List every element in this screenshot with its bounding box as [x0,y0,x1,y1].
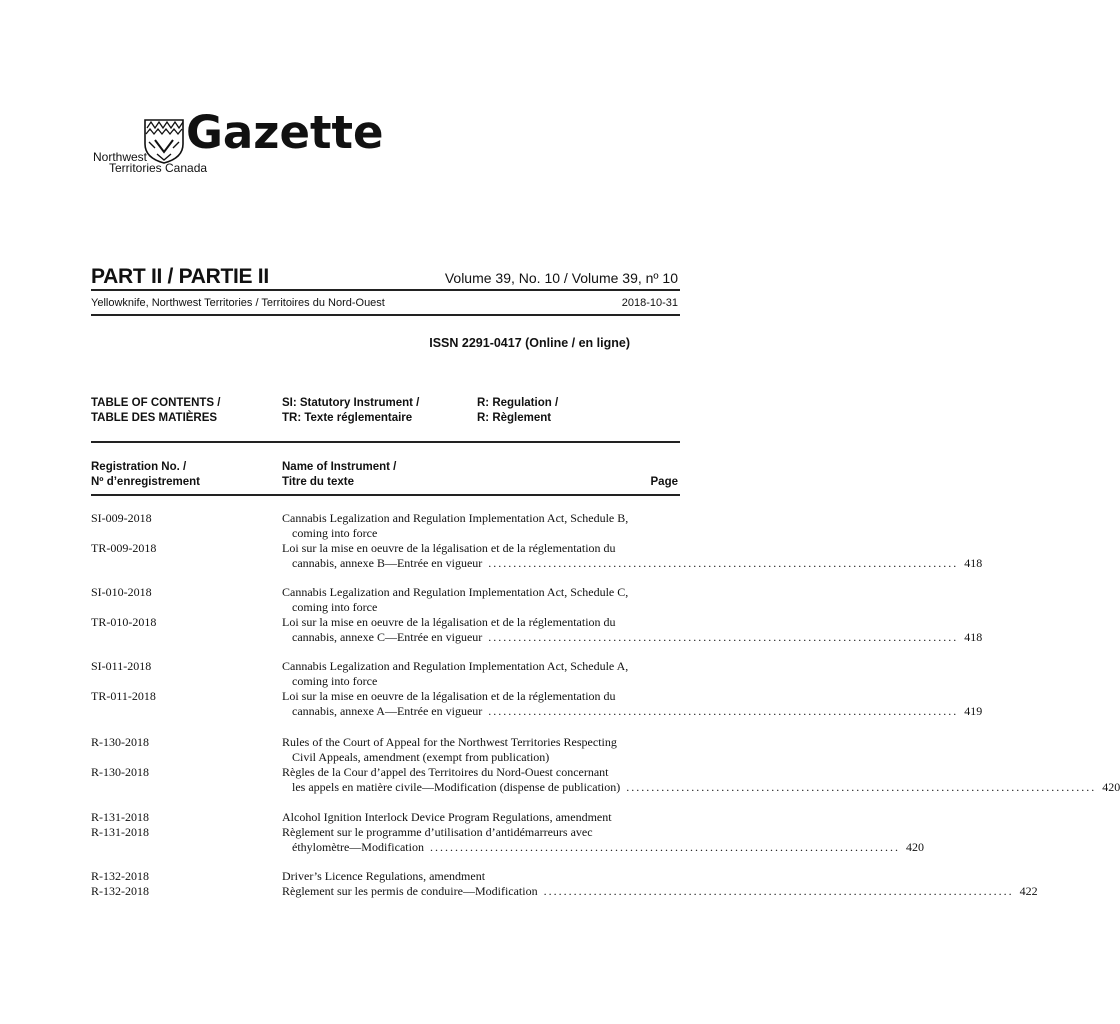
title-en: Cannabis Legalization and Regulation Implementation Act, Schedule A, [282,659,629,673]
title-en: Rules of the Court of Appeal for the Northwest Territories Respecting [282,735,617,749]
legend-si-fr: TR: Texte réglementaire [282,412,413,424]
registration-number: R-132-2018 [91,884,149,898]
title-fr-leader [282,630,983,645]
title-fr: Règlement sur le programme d’utilisation d’antidémarreurs avec [282,825,593,839]
registration-number: TR-011-2018 [91,689,156,703]
legend-r [477,396,558,426]
toc-entry [282,810,924,855]
column-name-en: Name of Instrument / [282,461,397,473]
dot-leader: .............................................................................................. [429,840,900,854]
part-title: PART II / PARTIE II [91,265,269,288]
title-fr-cont: les appels en matière civile—Modification (dispense de publication) [292,780,621,794]
title-en: Driver’s Licence Regulations, amendment [282,869,486,883]
nwt-emblem-icon [143,118,185,164]
registration-number: R-130-2018 [91,765,149,779]
toc-entry [282,511,983,571]
title-en-cont: coming into force [292,674,378,688]
legend-rule [91,441,680,443]
registration-number: SI-011-2018 [91,659,152,673]
registration-number: R-131-2018 [91,810,149,824]
registration-number: TR-009-2018 [91,541,157,555]
title-fr: Règlement sur les permis de conduire—Modification [282,884,538,898]
title-fr: Loi sur la mise en oeuvre de la légalisation et de la réglementation du [282,615,616,629]
title-en: Alcohol Ignition Interlock Device Program Regulations, amendment [282,810,612,824]
dot-leader: .............................................................................................. [488,630,959,644]
toc-entry [282,869,1038,899]
header-rule [91,289,680,291]
dot-leader: .............................................................................................. [626,780,1097,794]
registration-number: R-132-2018 [91,869,149,883]
page-number: 418 [964,630,983,644]
title-en: Cannabis Legalization and Regulation Implementation Act, Schedule B, [282,511,629,525]
columns-rule [91,494,680,496]
title-fr: Règles de la Cour d’appel des Territoires du Nord-Ouest concernant [282,765,609,779]
toc-heading-fr: TABLE DES MATIÈRES [91,412,218,424]
title-fr-leader [282,840,924,855]
page-number: 422 [1019,884,1038,898]
column-name [282,460,396,490]
title-fr-leader [282,780,1120,795]
registration-number: SI-009-2018 [91,511,152,525]
title-fr-cont: cannabis, annexe C—Entrée en vigueur [292,630,483,644]
toc-heading-en: TABLE OF CONTENTS / [91,397,221,409]
gazette-wordmark: Gazette [186,106,384,159]
column-name-fr: Titre du texte [282,476,354,488]
publication-place: Yellowknife, Northwest Territories / Territoires du Nord-Ouest [91,297,385,309]
registration-number: R-131-2018 [91,825,149,839]
logo-line-northwest: Northwest [93,150,148,164]
page-number: 420 [905,840,924,854]
publication-date: 2018-10-31 [621,297,678,309]
legend-si-en: SI: Statutory Instrument / [282,397,420,409]
dot-leader: .............................................................................................. [488,556,959,570]
toc-entry [282,659,983,719]
legend-r-fr: R: Règlement [477,412,552,424]
title-en-cont: Civil Appeals, amendment (exempt from publication) [292,750,550,764]
title-fr-cont: cannabis, annexe B—Entrée en vigueur [292,556,483,570]
legend-si [282,396,419,426]
column-registration-en: Registration No. / [91,461,187,473]
title-fr-leader [282,704,983,719]
title-fr: Loi sur la mise en oeuvre de la légalisation et de la réglementation du [282,689,616,703]
title-fr: Loi sur la mise en oeuvre de la légalisation et de la réglementation du [282,541,616,555]
toc-heading [91,396,220,426]
title-en-cont: coming into force [292,526,378,540]
registration-number: SI-010-2018 [91,585,152,599]
column-page: Page [650,476,678,488]
title-fr-cont: cannabis, annexe A—Entrée en vigueur [292,704,483,718]
toc-entry [282,735,1120,795]
column-registration-fr: Nº d’enregistrement [91,476,201,488]
title-fr-cont: éthylomètre—Modification [292,840,424,854]
title-en-cont: coming into force [292,600,378,614]
dot-leader: .............................................................................................. [543,884,1014,898]
title-fr-leader [282,884,1038,899]
column-registration [91,460,200,490]
logo-line-territories: Territories Canada [109,161,208,175]
page-number: 418 [964,556,983,570]
place-rule [91,314,680,316]
dot-leader: .............................................................................................. [488,704,959,718]
toc-entry [282,585,983,645]
page-number: 419 [964,704,983,718]
title-en: Cannabis Legalization and Regulation Implementation Act, Schedule C, [282,585,629,599]
volume-number: Volume 39, No. 10 / Volume 39, nº 10 [444,270,678,286]
registration-number: TR-010-2018 [91,615,157,629]
page-number: 420 [1102,780,1120,794]
legend-r-en: R: Regulation / [477,397,559,409]
title-fr-leader [282,556,983,571]
registration-number: R-130-2018 [91,735,149,749]
issn: ISSN 2291-0417 (Online / en ligne) [429,336,630,350]
